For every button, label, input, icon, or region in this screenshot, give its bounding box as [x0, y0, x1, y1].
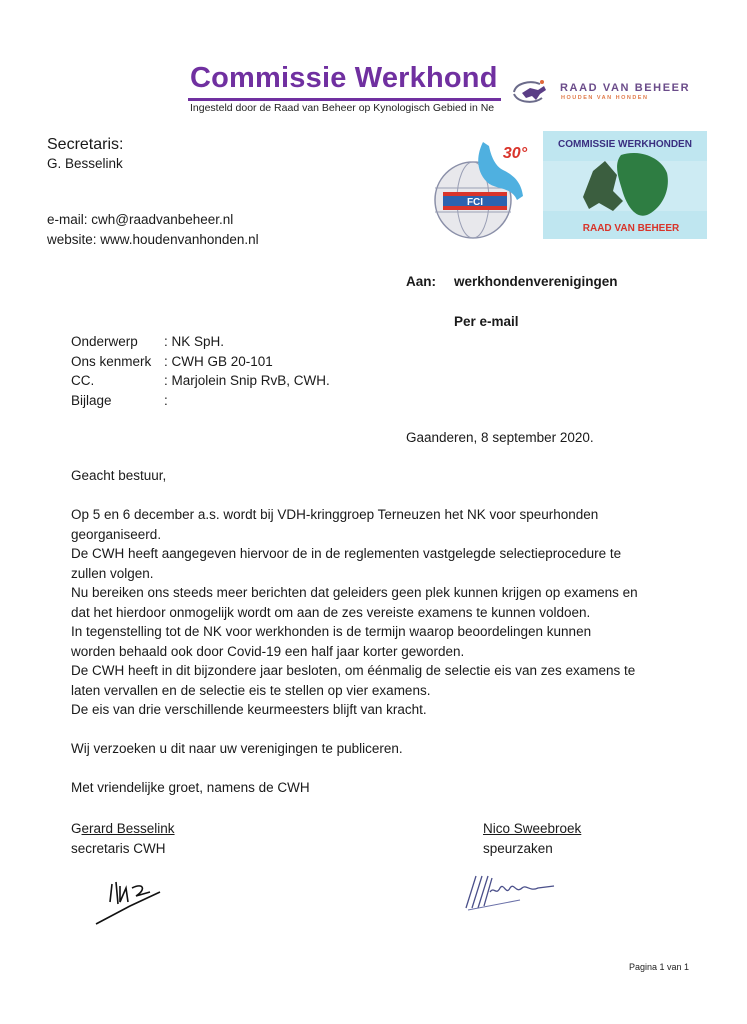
signatory-name: Gerard Besselink	[71, 821, 175, 836]
page-number: Pagina 1 van 1	[629, 962, 690, 972]
sender-contact	[47, 210, 259, 249]
body-line: De eis van drie verschillende keurmeesters blijft van kracht.	[71, 702, 427, 717]
sender-website: website: www.houdenvanhonden.nl	[47, 231, 259, 247]
commissie-werkhonden-logo-icon	[543, 131, 707, 239]
signatory-role: speurzaken	[483, 840, 553, 856]
svg-text:30°: 30°	[502, 145, 528, 162]
recipient-label: Aan:	[406, 274, 436, 289]
body-line: georganiseerd.	[71, 526, 162, 542]
title-underline	[188, 98, 501, 101]
signatory-name: Nico Sweebroek	[483, 821, 582, 836]
letterhead-title: Commissie Werkhond	[190, 62, 498, 94]
body-line: worden behaald ook door Covid-19 een half jaar korter geworden.	[71, 643, 465, 659]
delivery-method: Per e-mail	[454, 314, 519, 329]
body-line: In tegenstelling tot de NK voor werkhonden is de termijn waarop beoordelingen kunnen	[71, 624, 592, 639]
signatory-right	[483, 819, 581, 858]
fci-30th-anniversary-logo-icon	[425, 130, 540, 245]
meta-row-cc	[71, 371, 330, 391]
meta-key: Bijlage	[71, 392, 112, 408]
partner-logo-title: RAAD VAN BEHEER	[560, 82, 691, 94]
sender-email: e-mail: cwh@raadvanbeheer.nl	[47, 212, 234, 227]
recipient-value: werkhondenverenigingen	[454, 274, 618, 289]
body-line: Op 5 en 6 december a.s. wordt bij VDH-kringgroep Terneuzen het NK voor speurhonden	[71, 507, 599, 522]
fci-label: FCI	[466, 197, 484, 208]
sender-name: G. Besselink	[47, 156, 123, 171]
body-line: zullen volgen.	[71, 565, 154, 581]
meta-value: : CWH GB 20-101	[164, 353, 273, 369]
letter-body	[71, 466, 691, 798]
meta-row-subject	[71, 332, 330, 352]
date-line: Gaanderen, 8 september 2020.	[406, 430, 594, 445]
meta-key: Onderwerp	[71, 334, 138, 349]
meta-value: :	[164, 392, 168, 408]
meta-key: Ons kenmerk	[71, 353, 152, 369]
meta-key: CC.	[71, 373, 95, 388]
body-line: dat het hierdoor onmogelijk wordt om aan de zes vereiste examens te kunnen voldoen.	[71, 604, 591, 620]
meta-row-attachment	[71, 391, 330, 411]
body-line: De CWH heeft in dit bijzondere jaar besloten, om éénmalig de selectie eis van zes examens te	[71, 663, 636, 678]
sender-label: Secretaris:	[47, 136, 124, 153]
svg-text:COMMISSIE WERKHONDEN: COMMISSIE WERKHONDEN	[558, 139, 692, 150]
salutation: Geacht bestuur,	[71, 468, 167, 483]
signatory-role: secretaris CWH	[71, 840, 166, 856]
letterhead-subtitle: Ingesteld door de Raad van Beheer op Kynologisch Gebied in Ne	[190, 102, 495, 114]
body-line: Nu bereiken ons steeds meer berichten dat geleiders geen plek kunnen krijgen op examens en	[71, 585, 638, 600]
closing-line: Met vriendelijke groet, namens de CWH	[71, 780, 310, 795]
signatory-left	[71, 819, 175, 858]
body-line: laten vervallen en de selectie eis te stellen op vier examens.	[71, 682, 431, 698]
signature-left-icon	[90, 872, 170, 932]
raad-van-beheer-dog-logo-icon	[510, 78, 554, 106]
meta-value: : NK SpH.	[164, 334, 225, 349]
letter-meta	[71, 332, 330, 410]
request-line: Wij verzoeken u dit naar uw verenigingen te publiceren.	[71, 741, 403, 756]
svg-text:RAAD VAN BEHEER: RAAD VAN BEHEER	[582, 223, 680, 234]
meta-row-reference	[71, 352, 330, 372]
partner-logo-tagline: HOUDEN VAN HONDEN	[561, 95, 649, 101]
body-line: De CWH heeft aangegeven hiervoor de in de reglementen vastgelegde selectieprocedure te	[71, 546, 622, 561]
meta-value: : Marjolein Snip RvB, CWH.	[164, 373, 330, 388]
signature-right-icon	[460, 870, 560, 915]
